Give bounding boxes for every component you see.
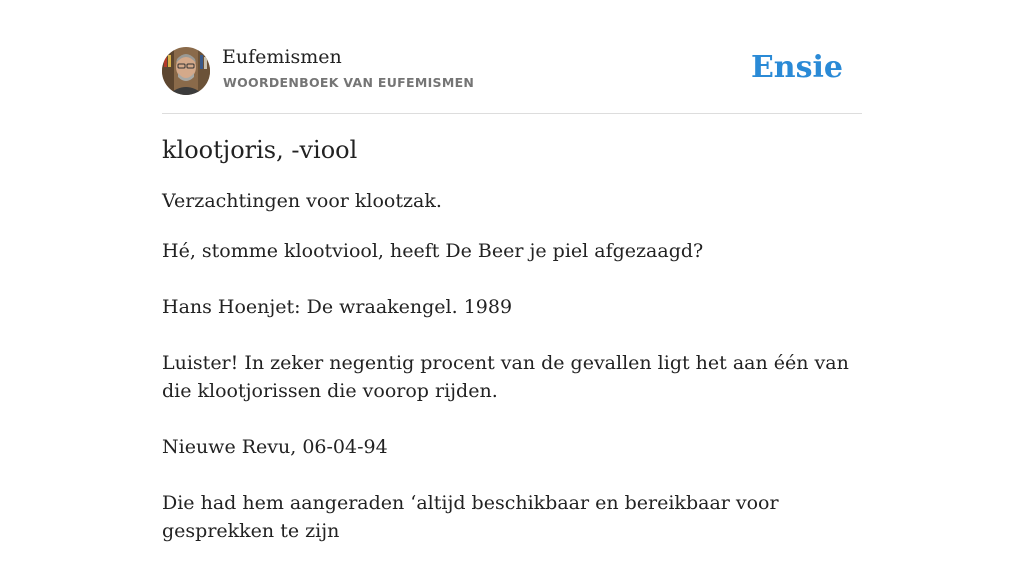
quote-source: Hans Hoenjet: De wraakengel. 1989 xyxy=(162,296,513,318)
brand-logo[interactable]: Ensie xyxy=(750,50,843,85)
quote-text: Hé, stomme klootviool, heeft De Beer je piel afgezaagd? xyxy=(162,240,704,262)
header xyxy=(162,0,862,114)
quotes-section xyxy=(162,237,872,573)
page xyxy=(162,0,862,542)
person-portrait-icon xyxy=(162,47,210,95)
author-subtitle[interactable]: WOORDENBOEK VAN EUFEMISMEN xyxy=(223,75,475,90)
quote-text: Die had hem aangeraden ‘altijd beschikbaar en bereikbaar voor gesprekken te zijn xyxy=(162,492,779,542)
quote-text: Luister! In zeker negentig procent van de gevallen ligt het aan één van die klootjorissen die voorop rijden. xyxy=(162,352,849,402)
quote-source: Nieuwe Revu, 06-04-94 xyxy=(162,436,388,458)
avatar[interactable] xyxy=(162,47,210,95)
page-title: klootjoris, -viool xyxy=(162,136,358,164)
author-name[interactable]: Eufemismen xyxy=(222,46,342,68)
definition-text: Verzachtingen voor klootzak. xyxy=(162,190,442,212)
